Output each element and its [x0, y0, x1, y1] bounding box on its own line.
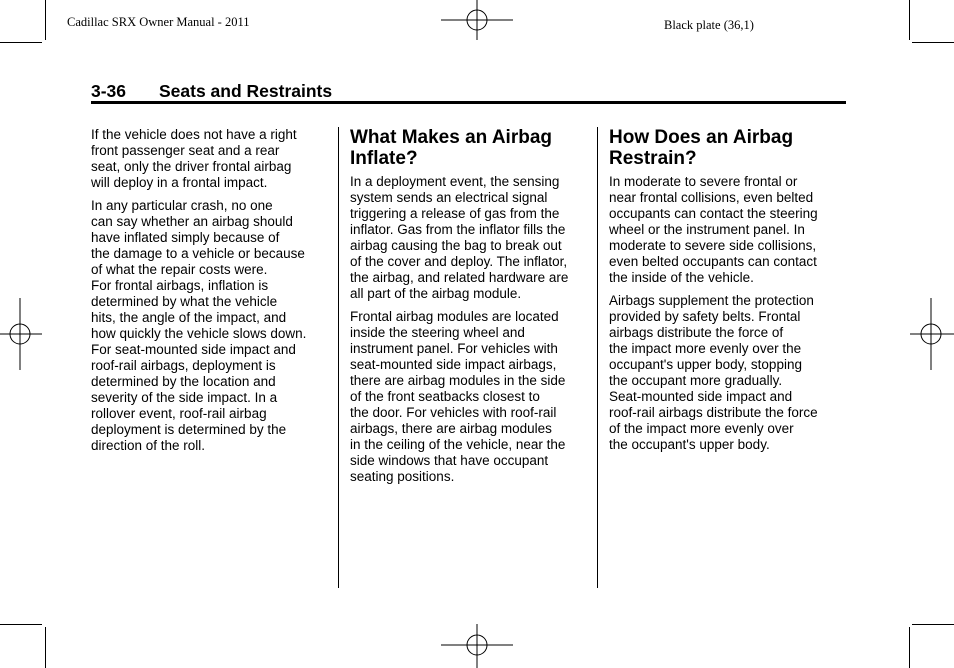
- paragraph: In any particular crash, no one can say whether an airbag should have inflated simply because of the damage to a vehicle or because of what the repair costs were.: [91, 198, 305, 277]
- paragraph: Airbags supplement the protection provided by safety belts. Frontal airbags distribute the force of the impact more evenly over the occupant's upper body, stopping the occupant more gradually.: [609, 293, 814, 388]
- header-rule: [91, 101, 846, 104]
- crop-mark: [912, 42, 954, 43]
- paragraph: For frontal airbags, inflation is determined by what the vehicle hits, the angle of the impact, and how quickly the vehicle slows down. For seat-mounted side impact and roof-rail airbags, deployment is determined by the location and severity of the side impact. In a rollover event, roof-rail airbag deployment is determined by the direction of the roll.: [91, 278, 307, 453]
- column-2: [350, 127, 592, 492]
- crop-mark: [0, 624, 42, 625]
- crop-mark: [45, 0, 46, 40]
- section-heading: What Makes an Airbag Inflate?: [350, 127, 553, 169]
- registration-mark-top: [441, 0, 513, 42]
- slug-left: Cadillac SRX Owner Manual - 2011: [67, 15, 250, 29]
- registration-mark-left: [0, 298, 42, 370]
- crop-mark: [909, 0, 910, 40]
- paragraph: In moderate to severe frontal or near frontal collisions, even belted occupants can contact the steering wheel or the instrument panel. In moderate to severe side collisions, even belted occupants can contact the inside of the vehicle.: [609, 174, 818, 285]
- crop-mark: [0, 42, 42, 43]
- column-3: [609, 127, 849, 460]
- crop-mark: [912, 624, 954, 625]
- column-1: [91, 127, 331, 461]
- slug-right: Black plate (36,1): [664, 18, 754, 32]
- registration-mark-right: [910, 298, 954, 370]
- paragraph: If the vehicle does not have a right front passenger seat and a rear seat, only the driver frontal airbag will deploy in a frontal impact.: [91, 127, 297, 190]
- registration-mark-bottom: [441, 624, 513, 668]
- section-heading: How Does an Airbag Restrain?: [609, 127, 794, 169]
- paragraph: Frontal airbag modules are located inside the steering wheel and instrument panel. For vehicles with seat-mounted side impact airbags, there are airbag modules in the side of the front seatbacks closest to the door. For vehicles with roof-rail airbags, there are airbag modules in the ceiling of the vehicle, near the side windows that have occupant seating positions.: [350, 309, 566, 484]
- page-number: 3-36: [91, 81, 127, 101]
- column-divider: [338, 127, 339, 588]
- paragraph: In a deployment event, the sensing system sends an electrical signal triggering a release of gas from the inflator. Gas from the inflator fills the airbag causing the bag to break out of the cover and deploy. The inflator, the airbag, and related hardware are all part of the airbag module.: [350, 174, 569, 301]
- column-divider: [597, 127, 598, 588]
- paragraph: Seat-mounted side impact and roof-rail airbags distribute the force of the impact more evenly over the occupant's upper body.: [609, 389, 818, 452]
- section-title: Seats and Restraints: [159, 81, 333, 101]
- crop-mark: [45, 627, 46, 668]
- crop-mark: [909, 627, 910, 668]
